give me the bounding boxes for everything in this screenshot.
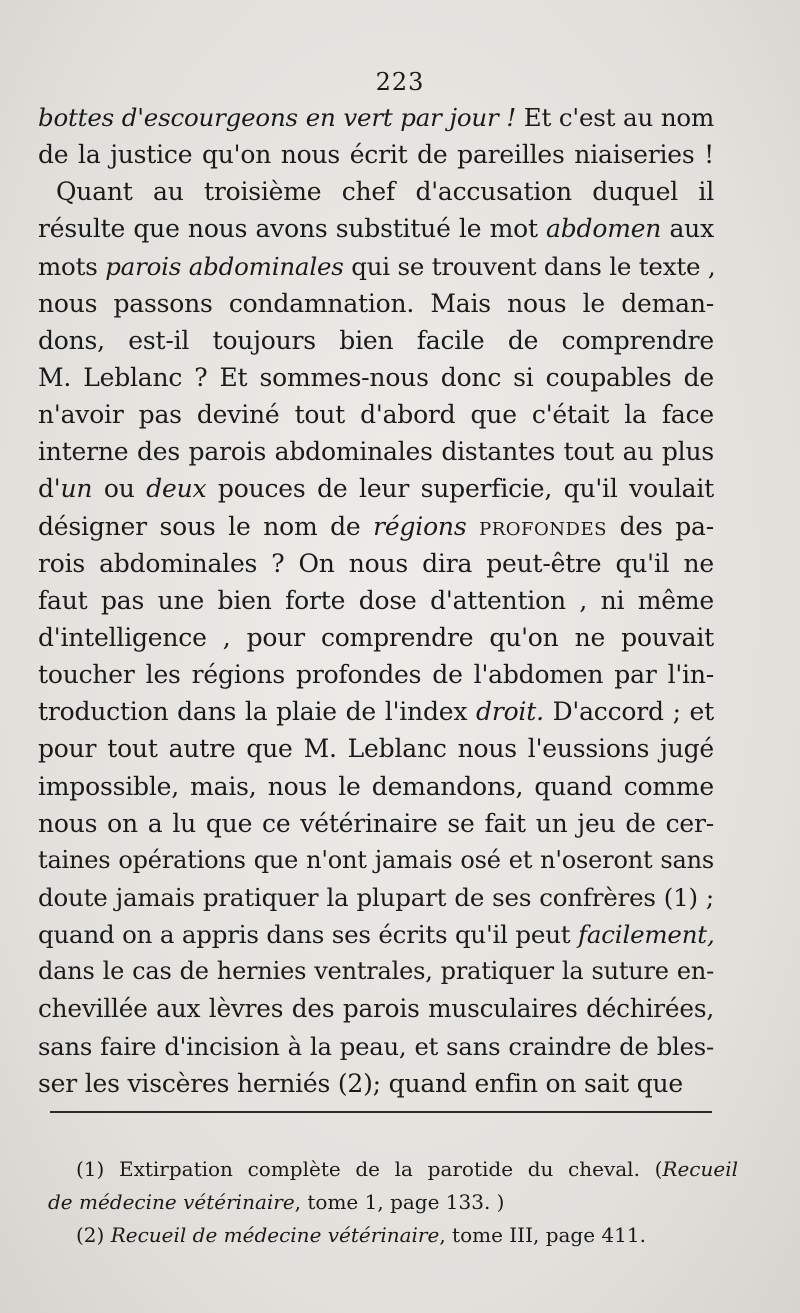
text-segment: qui se trouvent dans le texte , [343, 251, 716, 281]
text-line [38, 136, 714, 173]
text-segment: parois abdominales [105, 251, 344, 281]
text-segment: , tome III, page 411. [439, 1223, 646, 1247]
footnotes [48, 1153, 738, 1252]
footnote-line [48, 1219, 738, 1252]
text-segment: interne des parois abdominales distantes tout au plus [38, 437, 714, 467]
text-segment: sans faire d'incision à la peau, et sans craindre de bles- [38, 1031, 714, 1061]
text-segment: dans le cas de hernies ventrales, pratiquer la suture en- [38, 957, 714, 986]
text-segment: nous passons condamnation. Mais nous le deman- [38, 288, 714, 318]
text-line [38, 582, 714, 619]
footnote-line [48, 1153, 738, 1186]
text-line [38, 656, 714, 693]
text-line [38, 508, 714, 545]
text-line [38, 1028, 714, 1065]
text-line [38, 248, 714, 285]
text-segment: D'accord ; et [543, 697, 714, 727]
footnote-separator [50, 1111, 712, 1113]
text-line [38, 470, 714, 507]
text-segment: rois abdominales ? On nous dira peut-être qu'il ne [38, 548, 714, 578]
text-line [38, 730, 714, 767]
text-segment [466, 512, 479, 541]
text-line [38, 359, 714, 396]
text-segment: faut pas une bien forte dose d'attention , ni même [38, 585, 714, 615]
text-segment: pouces de leur superficie, qu'il voulait [206, 474, 714, 504]
text-segment: troduction dans la plaie de l'index [38, 697, 477, 727]
text-segment: chevillée aux lèvres des parois musculaires déchirées, [38, 994, 714, 1024]
text-segment: désigner sous le nom de [38, 511, 374, 541]
text-segment: ou [92, 474, 147, 504]
text-segment: Recueil de médecine vétérinaire [110, 1223, 440, 1247]
text-segment: bottes d'escourgeons en vert par jour ! [38, 103, 516, 132]
text-segment: d'intelligence , pour comprendre qu'on ne pouvait [38, 622, 714, 652]
text-segment: doute jamais pratiquer la plupart de ses confrères (1) ; [38, 882, 714, 912]
text-segment: quand on a appris dans ses écrits qu'il peut [38, 920, 579, 950]
text-segment: dons, est-il toujours bien facile de comprendre [38, 325, 714, 355]
text-segment: d' [38, 474, 61, 504]
text-segment: , tome 1, page 133. ) [294, 1190, 505, 1214]
text-segment: de la justice qu'on nous écrit de pareilles niaiseries ! [38, 140, 714, 170]
page-number: 223 [375, 68, 425, 96]
text-line [38, 990, 714, 1027]
text-segment: Quant au troisième chef d'accusation duquel il [56, 177, 714, 207]
text-segment: n'avoir pas deviné tout d'abord que c'était la face [38, 400, 714, 430]
text-segment: (2) [76, 1223, 111, 1247]
text-segment: M. Leblanc ? Et sommes-nous donc si coupables de [38, 362, 714, 392]
text-segment: (1) Extirpation complète de la parotide du cheval. ( [76, 1157, 663, 1181]
text-segment: un [60, 474, 93, 504]
body-text [38, 99, 714, 1102]
text-line [38, 210, 714, 247]
text-segment: toucher les régions profondes de l'abdomen par l'in- [38, 660, 714, 690]
text-segment: des pa- [606, 511, 714, 541]
text-segment: impossible, mais, nous le demandons, quand comme [38, 771, 714, 801]
text-line [38, 433, 714, 470]
text-line [38, 1065, 714, 1102]
text-segment: résulte que nous avons substitué le mot [38, 214, 547, 244]
text-segment: abdomen [546, 214, 662, 244]
text-line [38, 322, 714, 359]
text-segment: mots [38, 251, 106, 281]
text-line [38, 842, 714, 879]
text-line [38, 285, 714, 322]
text-line [38, 916, 714, 953]
text-segment: pour tout autre que M. Leblanc nous l'eussions jugé [38, 734, 714, 764]
text-line [38, 768, 714, 805]
text-line [38, 805, 714, 842]
text-segment: profondes [479, 511, 607, 541]
text-line [38, 619, 714, 656]
text-segment: deux [146, 474, 207, 504]
text-segment: régions [373, 511, 467, 541]
text-segment: taines opérations que n'ont jamais osé et n'oseront sans [38, 845, 714, 874]
text-segment: ser les viscères herniés (2); quand enfin on sait que [38, 1068, 684, 1098]
text-line [38, 99, 714, 136]
text-segment: Recueil [662, 1157, 738, 1181]
text-segment: facilement, [578, 920, 715, 950]
text-segment: de médecine vétérinaire [48, 1190, 295, 1214]
text-line [38, 396, 714, 433]
text-line [38, 693, 714, 730]
text-line [38, 173, 714, 210]
text-line [38, 953, 714, 990]
footnote-line [48, 1186, 738, 1219]
text-segment: nous on a lu que ce vétérinaire se fait un jeu de cer- [38, 808, 714, 838]
text-segment: aux [661, 214, 714, 244]
text-segment: droit. [476, 697, 544, 727]
text-segment: Et c'est au nom [515, 103, 714, 132]
text-line [38, 879, 714, 916]
text-line [38, 545, 714, 582]
